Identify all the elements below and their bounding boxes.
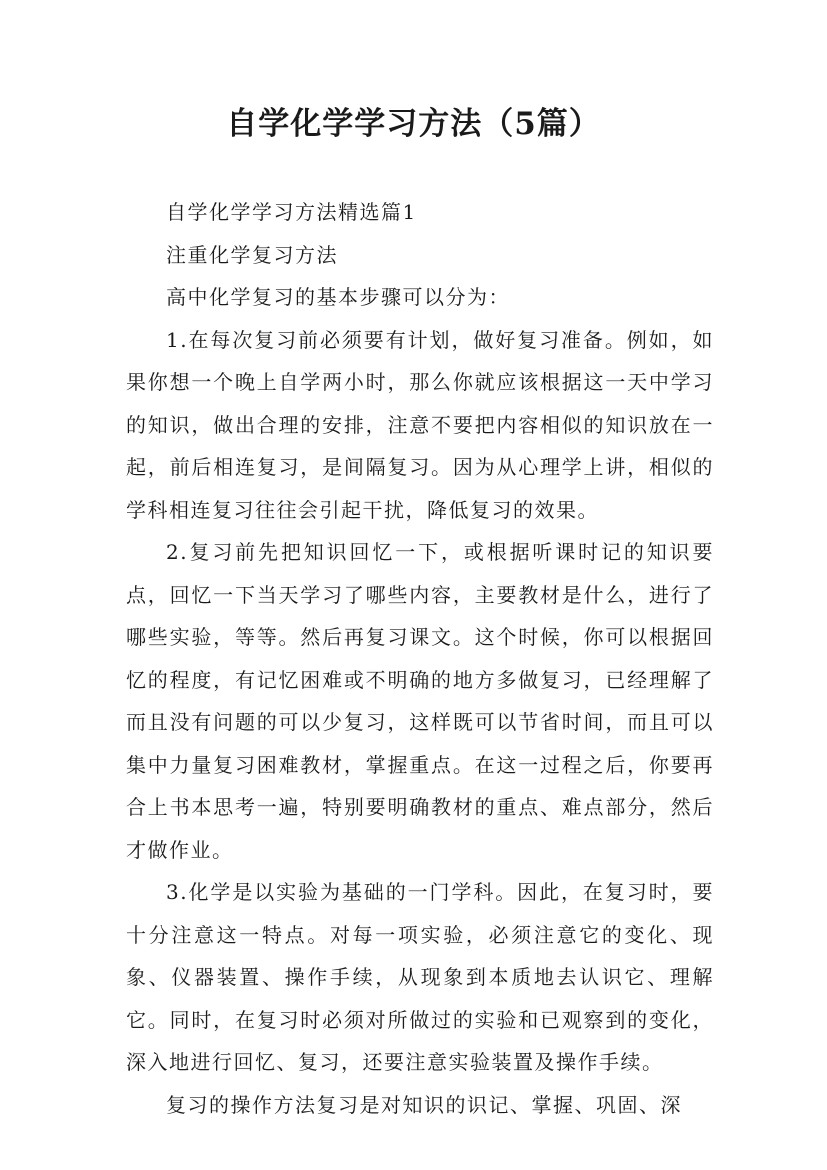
section-heading: 自学化学学习方法精选篇1 bbox=[166, 200, 417, 224]
step-1-paragraph: 1.在每次复习前必须要有计划，做好复习准备。例如，如果你想一个晚上自学两小时，那么你就应该根据这一天中学习的知识，做出合理的安排，注意不要把内容相似的知识放在一起，前后相连复习，是间隔复习。因为从心理学上讲，相似的学科相连复习往往会引起干扰，降低复习的效果。 bbox=[126, 327, 714, 522]
intro-paragraph: 高中化学复习的基本步骤可以分为： bbox=[166, 285, 510, 309]
document-body bbox=[126, 191, 714, 1126]
review-method-paragraph: 复习的操作方法复习是对知识的识记、掌握、巩固、深 bbox=[166, 1092, 682, 1117]
step-3-paragraph: 3.化学是以实验为基础的一门学科。因此，在复习时，要十分注意这一特点。对每一项实验，必须注意它的变化、现象、仪器装置、操作手续，从现象到本质地去认识它、理解它。同时，在复习时必须对所做过的实验和已观察到的变化，深入地进行回忆、复习，还要注意实验装置及操作手续。 bbox=[126, 880, 714, 1074]
document-title: 自学化学学习方法（5篇） bbox=[226, 106, 601, 142]
step-2-paragraph: 2.复习前先把知识回忆一下，或根据听课时记的知识要点，回忆一下当天学习了哪些内容，主要教材是什么，进行了哪些实验，等等。然后再复习课文。这个时候，你可以根据回忆的程度，有记忆困难或不明确的地方多做复习，已经理解了而且没有问题的可以少复习，这样既可以节省时间，而且可以集中力量复习困难教材，掌握重点。在这一过程之后，你要再合上书本思考一遍，特别要明确教材的重点、难点部分，然后才做作业。 bbox=[126, 540, 714, 862]
subheading: 注重化学复习方法 bbox=[166, 242, 338, 267]
